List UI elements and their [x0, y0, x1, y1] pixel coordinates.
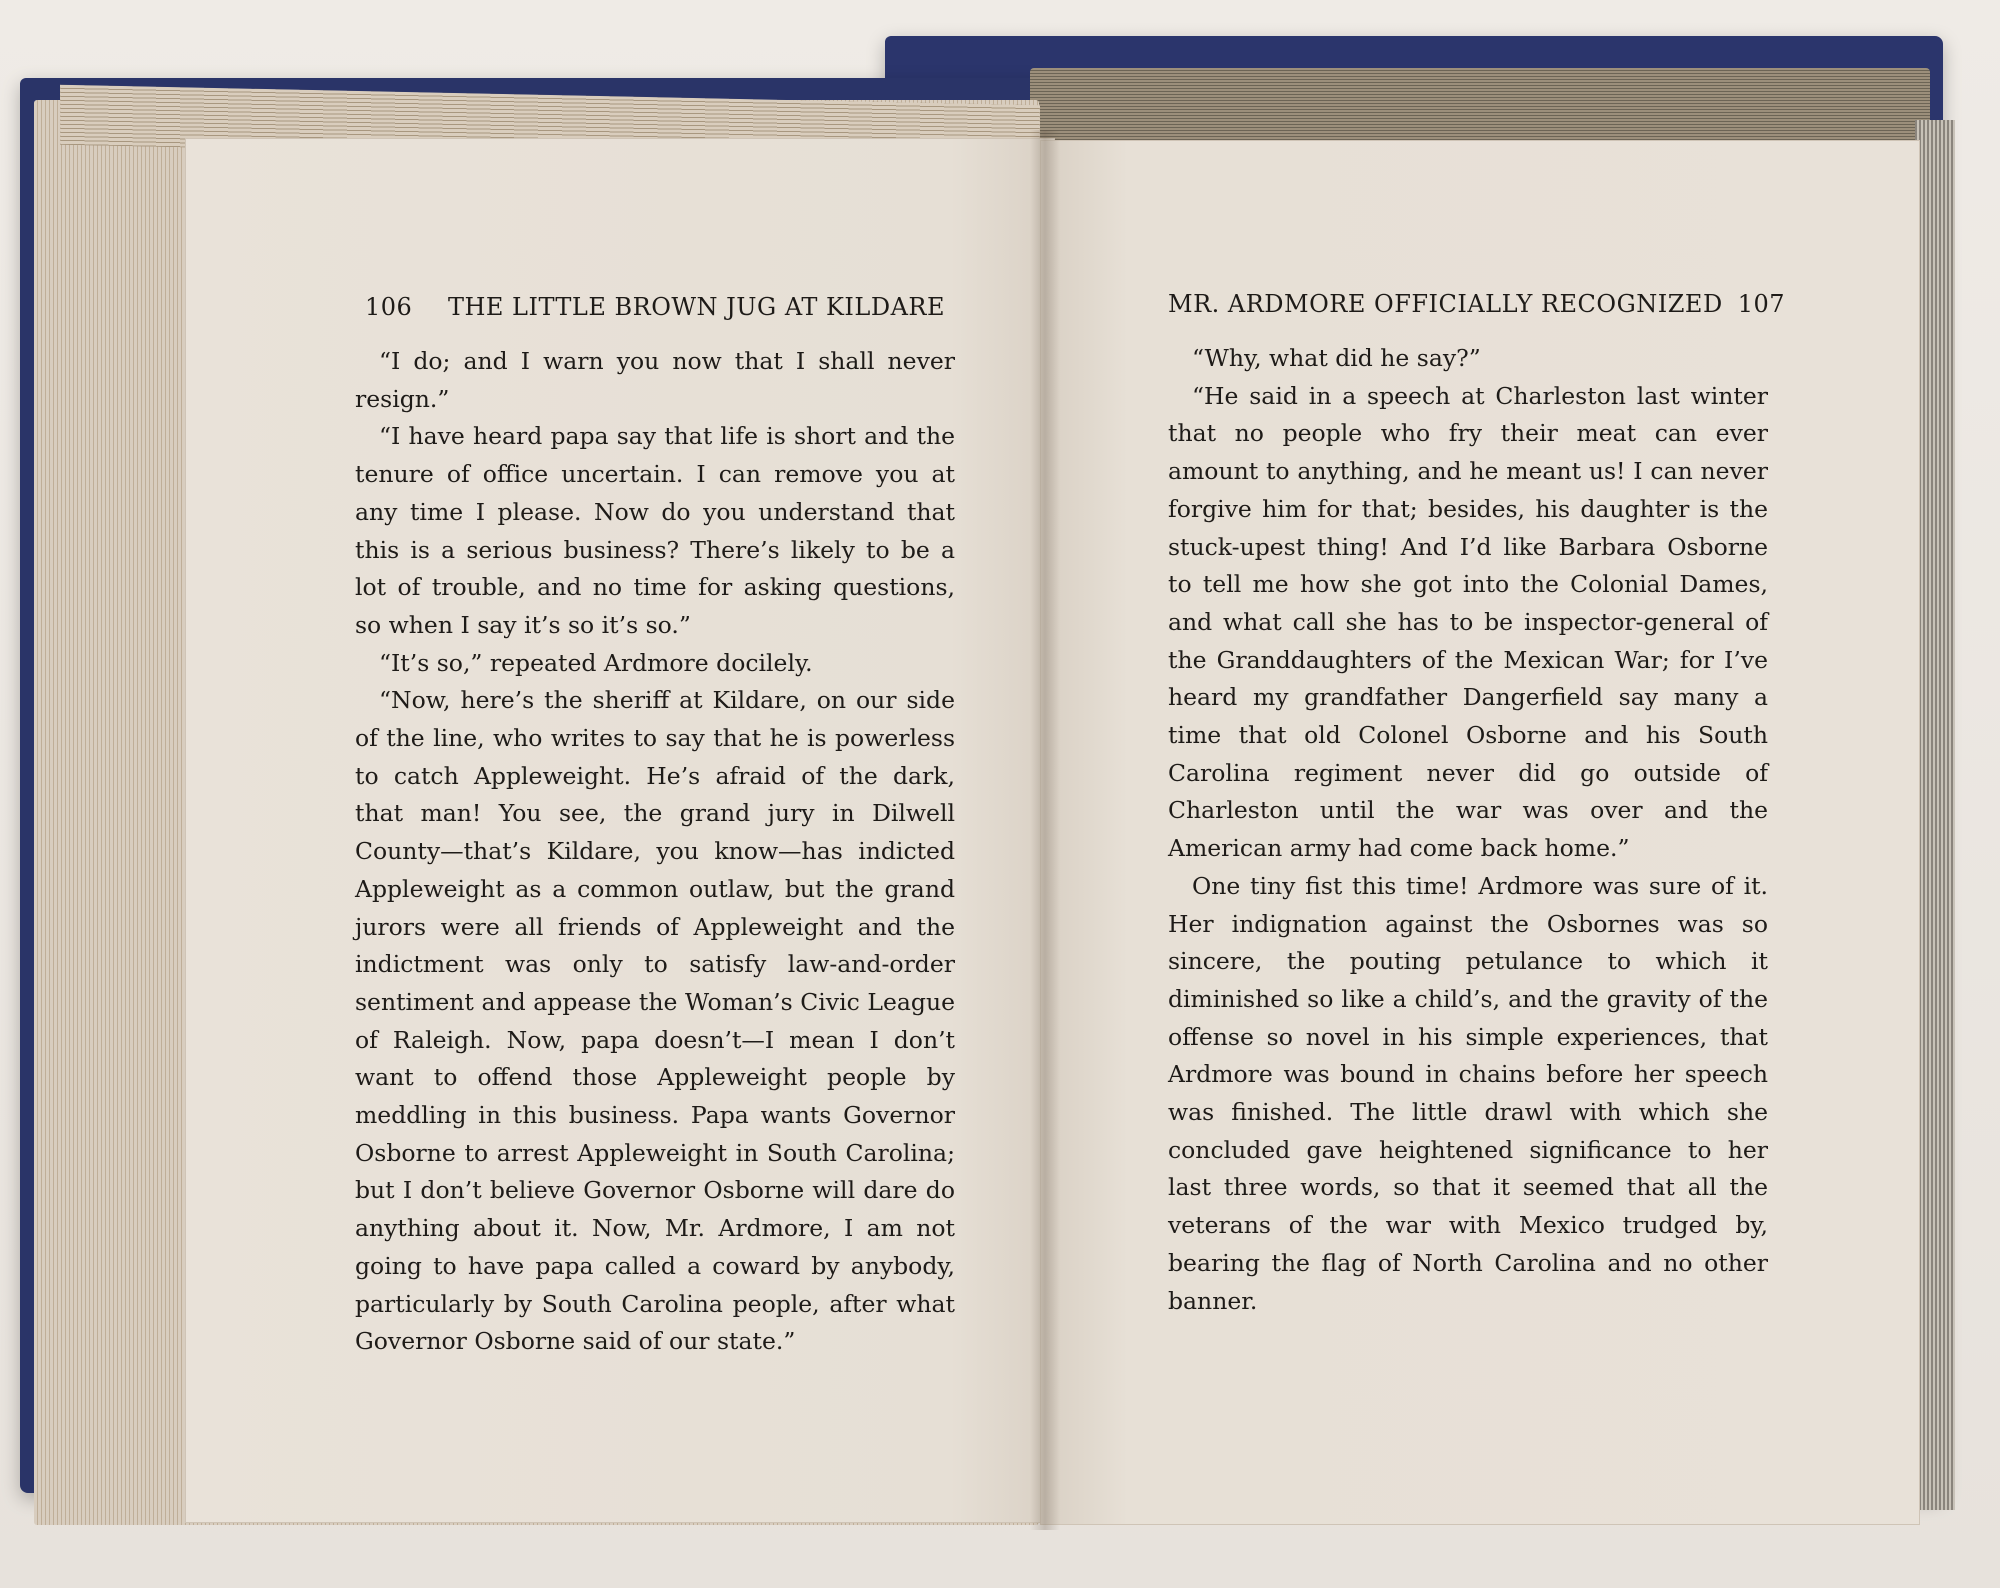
left-running-head: THE LITTLE BROWN JUG AT KILDARE — [447, 293, 945, 321]
page-edges-top-right — [1030, 68, 1930, 146]
right-page — [1040, 140, 1920, 1525]
right-page-text — [1168, 340, 1768, 1320]
left-page-text — [355, 343, 955, 1361]
paragraph: “I have heard papa say that life is short and the tenure of office uncertain. I can remove you at any time I please. Now do you understand that this is a serious business? There’s likely to be a lot of trouble, and no time for asking questions, so when I say it’s so it’s so.” — [355, 422, 955, 639]
right-running-head: MR. ARDMORE OFFICIALLY RECOGNIZED — [1168, 290, 1723, 318]
paragraph: “I do; and I warn you now that I shall never resign.” — [355, 347, 955, 413]
paragraph: “Why, what did he say?” — [1192, 344, 1481, 372]
right-page-number: 107 — [1737, 290, 1785, 318]
paragraph: “It’s so,” repeated Ardmore docilely. — [379, 648, 813, 677]
paragraph: One tiny fist this time! Ardmore was sure of it. Her indignation against the Osbornes was so sincere, the pouting petulance to which it diminished so like a child’s, and the gravity of the offense so novel in his simple experiences, that Ardmore was bound in chains before her speech was finished. The little drawl with which she concluded gave heightened significance to her last three words, so that it seemed that all the veterans of the war with Mexico trudged by, bearing the flag of North Carolina and no other banner. — [1168, 871, 1768, 1315]
left-page-number: 106 — [365, 293, 413, 321]
left-page-header — [365, 293, 945, 321]
right-page-header — [1168, 290, 1785, 318]
paragraph: “Now, here’s the sheriff at Kildare, on our side of the line, who writes to say that he is powerless to catch Appleweight. He’s afraid of the dark, that man! You see, the grand jury in Dilwell County—that’s Kildare, you know—has indicted Appleweight as a common outlaw, but the grand jurors were all friends of Appleweight and the indictment was only to satisfy law-and-order sentiment and appease the Woman’s Civic League of Raleigh. Now, papa doesn’t—I mean I don’t want to offend those Appleweight people by meddling in this business. Papa wants Governor Osborne to arrest Appleweight in South Carolina; but I don’t believe Governor Osborne will dare do anything about it. Now, Mr. Ardmore, I am not going to have papa called a coward by anybody, particularly by South Carolina people, after what Governor Osborne said of our state.” — [355, 686, 955, 1356]
left-page — [185, 138, 1055, 1523]
paragraph: “He said in a speech at Charleston last winter that no people who fry their meat can ever amount to anything, and he meant us! I can never forgive him for that; besides, his daughter is the stuck-upest thing! And I’d like Barbara Osborne to tell me how she got into the Colonial Dames, and what call she has to be inspector-general of the Granddaughters of the Mexican War; for I’ve heard my grandfather Dangerfield say many a time that old Colonel Osborne and his South Carolina regiment never did go outside of Charleston until the war was over and the American army had come back home.” — [1168, 381, 1768, 863]
book-gutter — [1030, 130, 1060, 1530]
page-edges-right — [1915, 120, 1955, 1510]
